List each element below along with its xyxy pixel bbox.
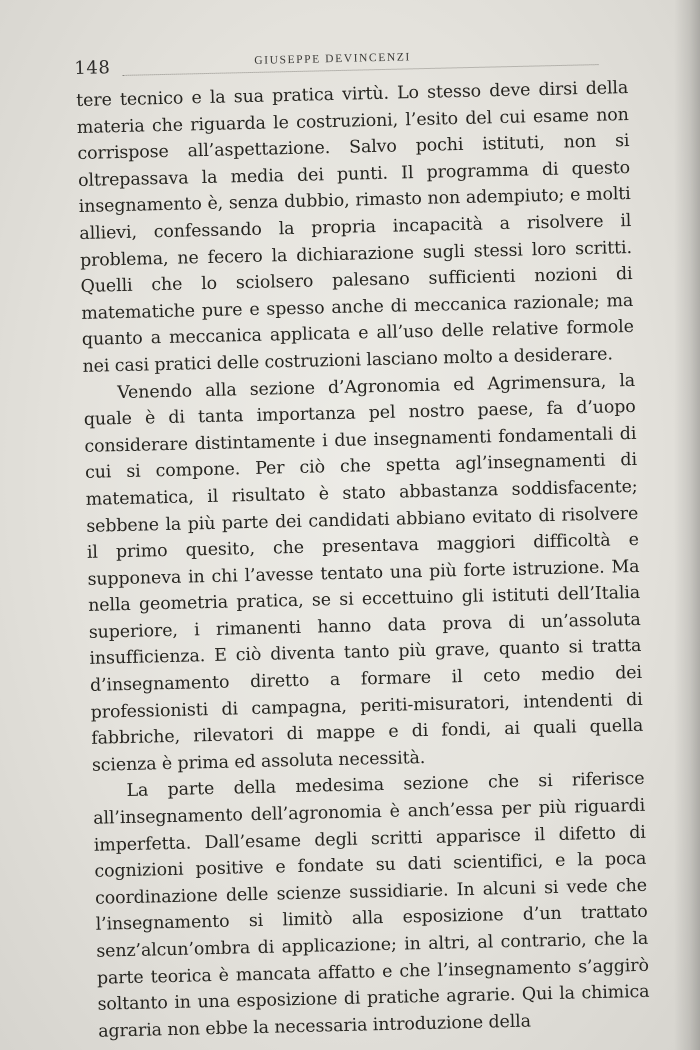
page-header — [74, 38, 601, 80]
spine-shadow — [674, 0, 700, 1050]
paragraph-2: Venendo alla sezione d’Agronomia ed Agrimensura, la quale è di tanta importanza pel nostro paese, fa d’uopo considerare distintamente i due insegnamenti fondamentali di cui si compone. Per ciò che spetta agl’insegnamenti di matematica, il risultato è stato abbastanza soddisfacente; sebbene la più parte dei candidati abbiano evitato di risolvere il primo quesito, che presentava maggiori difficoltà e supponeva in chi l’avesse tentato una più forte istruzione. Ma nella geometria pratica, se si eccettuino gli istituti dell’Italia superiore, i rimanenti hanno data prova di un’assoluta insufficienza. E ciò diventa tanto più grave, quanto si tratta d’insegnamento diretto a formare il ceto medio dei professionisti di campagna, periti-misuratori, intendenti di fabbriche, rilevatori di mappe e di fondi, ai quali quella scienza è prima ed assoluta necessità. — [83, 370, 644, 776]
paragraph-1: tere tecnico e la sua pratica virtù. Lo stesso deve dirsi della materia che riguarda le costruzioni, l’esito del cui esame non corrispose all’aspettazione. Salvo pochi istituti, non si oltrepassava la media dei punti. Il programma di questo insegnamento è, senza dubbio, rimasto non adempiuto; e molti allievi, confessando la propria incapacità a risolvere il problema, ne fecero la dichiarazione sugli stessi loro scritti. Quelli che lo sciolsero palesano sufficienti nozioni di matematiche pure e spesso anche di meccanica razionale; ma quanto a meccanica applicata e all’uso delle relative formole nei casi pratici delle costruzioni lasciano molto a desiderare. — [76, 77, 635, 377]
header-rule — [123, 64, 599, 76]
body-text — [76, 75, 650, 1045]
paragraph-3: La parte della medesima sezione che si riferisce all’insegnamento dell’agronomia è anch’essa per più riguardi imperfetta. Dall’esame degli scritti apparisce il difetto di cognizioni positive e fondate su dati scientifici, e la poca coordinazione delle scienze sussidiarie. In alcuni si vede che l’insegnamento si limitò alla esposizione d’un trattato senz’alcun’ombra di applicazione; in altri, al contrario, che la parte teorica è mancata affatto e che l’insegnamento s’aggirò soltanto in una esposizione di pratiche agrarie. Qui la chimica agraria non ebbe la necessaria introduzione della — [92, 769, 650, 1042]
running-head: GIUSEPPE DEVINCENZI — [254, 51, 411, 67]
page-number: 148 — [74, 57, 111, 79]
